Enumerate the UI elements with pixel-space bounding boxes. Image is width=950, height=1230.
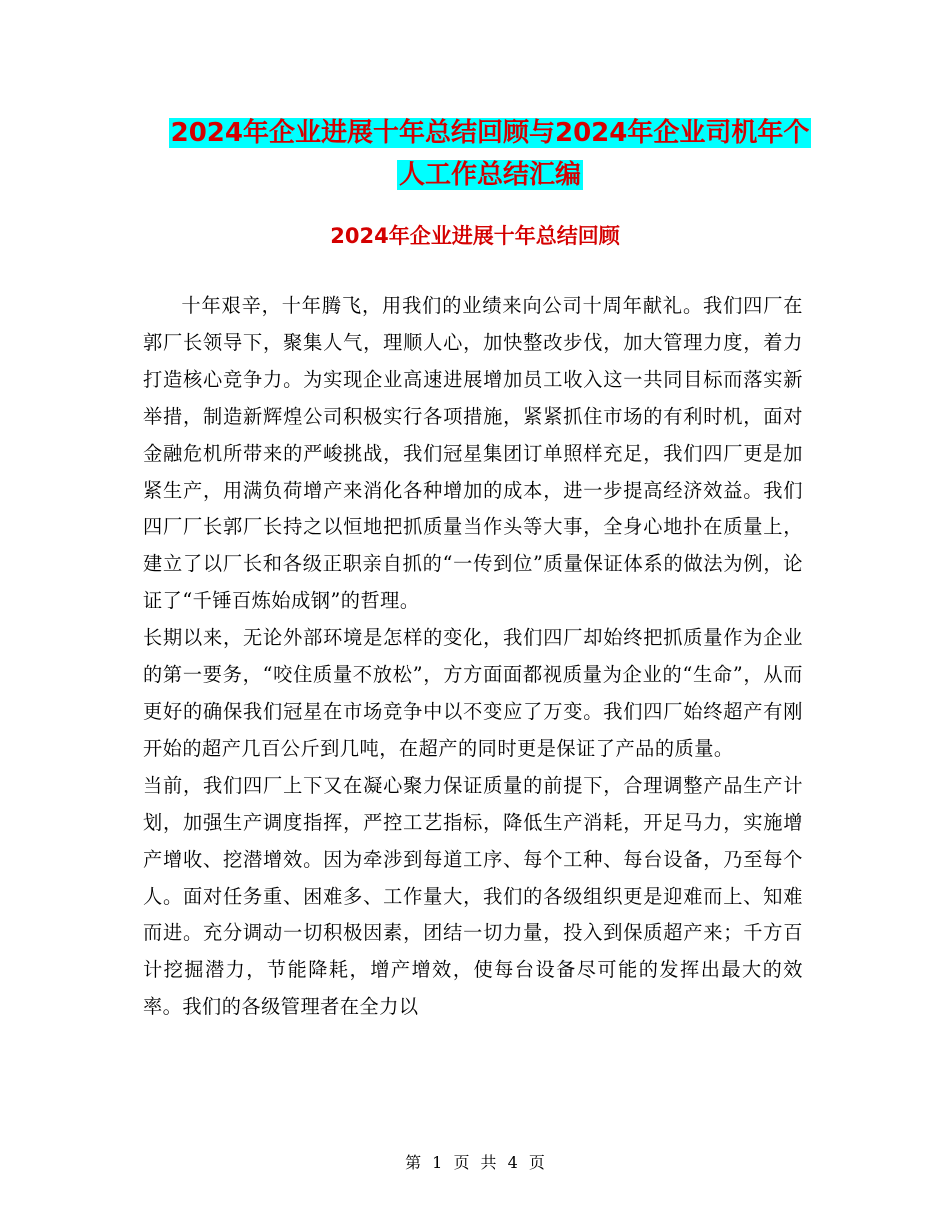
document-title xyxy=(140,112,840,196)
page-footer: 第 1 页 共 4 页 xyxy=(405,1153,545,1172)
paragraph-2: 长期以来，无论外部环境是怎样的变化，我们四厂却始终把抓质量作为企业的第一要务，“咬住质量不放松”，方方面面都视质量为企业的“生命”，从而更好的确保我们冠星在市场竞争中以不变应了万变。我们四厂始终超产有刚开始的超产几百公斤到几吨，在超产的同时更是保证了产品的质量。 xyxy=(143,626,803,760)
document-body xyxy=(143,288,803,1026)
paragraph-3: 当前，我们四厂上下又在凝心聚力保证质量的前提下，合理调整产品生产计划，加强生产调度指挥，严控工艺指标，降低生产消耗，开足马力，实施增产增收、挖潜增效。因为牵涉到每道工序、每个工种、每台设备，乃至每个人。面对任务重、困难多、工作量大，我们的各级组织更是迎难而上、知难而进。充分调动一切积极因素，团结一切力量，投入到保质超产来；千方百计挖掘潜力，节能降耗，增产增效，使每台设备尽可能的发挥出最大的效率。我们的各级管理者在全力以 xyxy=(143,773,803,1019)
document-title-line2: 人工作总结汇编 xyxy=(398,160,581,190)
document-title-line1: 2024年企业进展十年总结回顾与2024年企业司机年个 xyxy=(170,118,810,148)
paragraph-1: 十年艰辛，十年腾飞，用我们的业绩来向公司十周年献礼。我们四厂在郭厂长领导下，聚集人气，理顺人心，加快整改步伐，加大管理力度，着力打造核心竞争力。为实现企业高速进展增加员工收入这一共同目标而落实新举措，制造新辉煌公司积极实行各项措施，紧紧抓住市场的有利时机，面对金融危机所带来的严峻挑战，我们冠星集团订单照样充足，我们四厂更是加紧生产，用满负荷增产来消化各种增加的成本，进一步提高经济效益。我们四厂厂长郭厂长持之以恒地把抓质量当作头等大事，全身心地扑在质量上，建立了以厂长和各级正职亲自抓的“一传到位”质量保证体系的做法为例，论证了“千锤百炼始成钢”的哲理。 xyxy=(143,294,803,613)
section-title: 2024年企业进展十年总结回顾 xyxy=(330,224,620,248)
